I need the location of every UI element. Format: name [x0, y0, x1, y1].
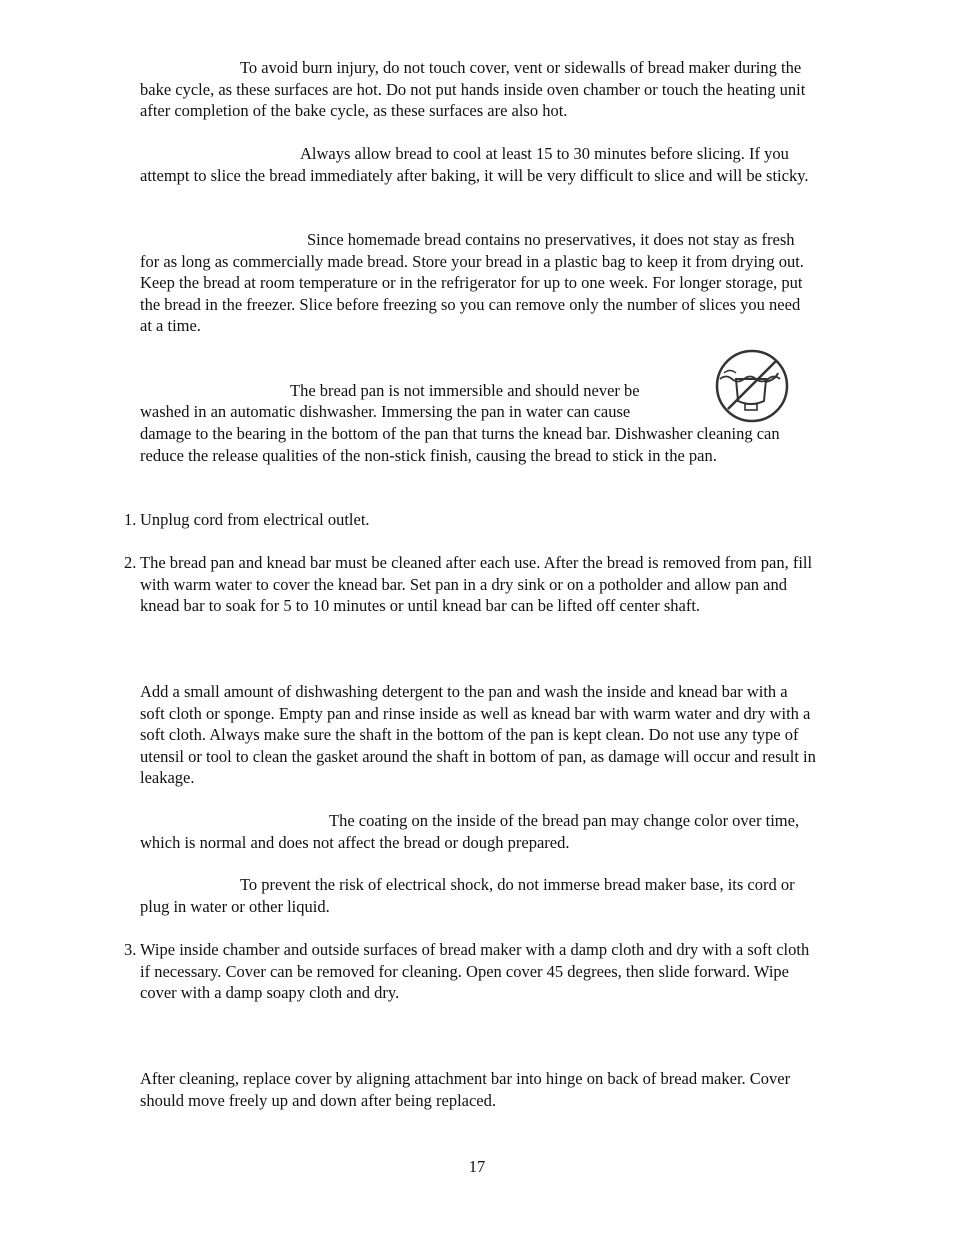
- step-2-text: The bread pan and knead bar must be cleaned after each use. After the bread is removed from pan, fill with warm water to cover the knead bar. Set pan in a dry sink or on a potholder and allow pan and knead bar to soak for 5 to 10 minutes or until knead bar can be lifted off center shaft.: [140, 553, 813, 615]
- no-immersion-icon: [714, 349, 790, 425]
- step-3-text: Wipe inside chamber and outside surfaces of bread maker with a damp cloth and dry with a soft cloth if necessary. Cover can be removed for cleaning. Open cover 45 degrees, then slide forward. Wipe cover with a damp soapy cloth and dry.: [140, 940, 810, 1002]
- storage-tip-paragraph: Since homemade bread contains no preservatives, it does not stay as fresh for as long as commercially made bread. Store your bread in a plastic bag to keep it from drying out. Keep the bread at room temperature or in the refrigerator for up to one week. For longer storage, put the bread in the freezer. Slice before freezing so you can remove only the number of slices you need at a time.: [140, 230, 804, 335]
- step-1-text: Unplug cord from electrical outlet.: [140, 510, 370, 529]
- step-2-number: 2.: [124, 553, 137, 572]
- pan-warning-continued: damage to the bearing in the bottom of the pan that turns the knead bar. Dishwasher cleaning can reduce the release qualities of the non-stick finish, causing the bread to stick in the pan.: [140, 424, 780, 465]
- pan-warning-line-2: washed in an automatic dishwasher. Immersing the pan in water can cause: [140, 402, 631, 421]
- coating-note-paragraph: The coating on the inside of the bread pan may change color over time, which is normal and does not affect the bread or dough prepared.: [140, 811, 800, 852]
- step-1-number: 1.: [124, 510, 137, 529]
- detergent-paragraph: Add a small amount of dishwashing detergent to the pan and wash the inside and knead bar with a soft cloth or sponge. Empty pan and rinse inside as well as knead bar with warm water and dry with a soft cloth. Always make sure the shaft in the bottom of the pan is kept clean. Do not use any type of utensil or tool to clean the gasket around the shaft in bottom of pan, as damage will occur and result in leakage.: [140, 682, 816, 787]
- shock-warning-paragraph: To prevent the risk of electrical shock, do not immerse bread maker base, its cord or plug in water or other liquid.: [140, 875, 795, 916]
- cool-tip-paragraph: Always allow bread to cool at least 15 to 30 minutes before slicing. If you attempt to slice the bread immediately after baking, it will be very difficult to slice and will be sticky.: [140, 144, 809, 185]
- burn-warning-paragraph: To avoid burn injury, do not touch cover, vent or sidewalls of bread maker during the bake cycle, as these surfaces are hot. Do not put hands inside oven chamber or touch the heating unit after completion of the bake cycle, as these surfaces are also hot.: [140, 58, 806, 120]
- step-3-number: 3.: [124, 940, 137, 959]
- page-number: 17: [468, 1157, 486, 1176]
- pan-warning-line-1: The bread pan is not immersible and should never be: [290, 381, 640, 400]
- replace-cover-paragraph: After cleaning, replace cover by aligning attachment bar into hinge on back of bread maker. Cover should move freely up and down after being replaced.: [140, 1069, 791, 1110]
